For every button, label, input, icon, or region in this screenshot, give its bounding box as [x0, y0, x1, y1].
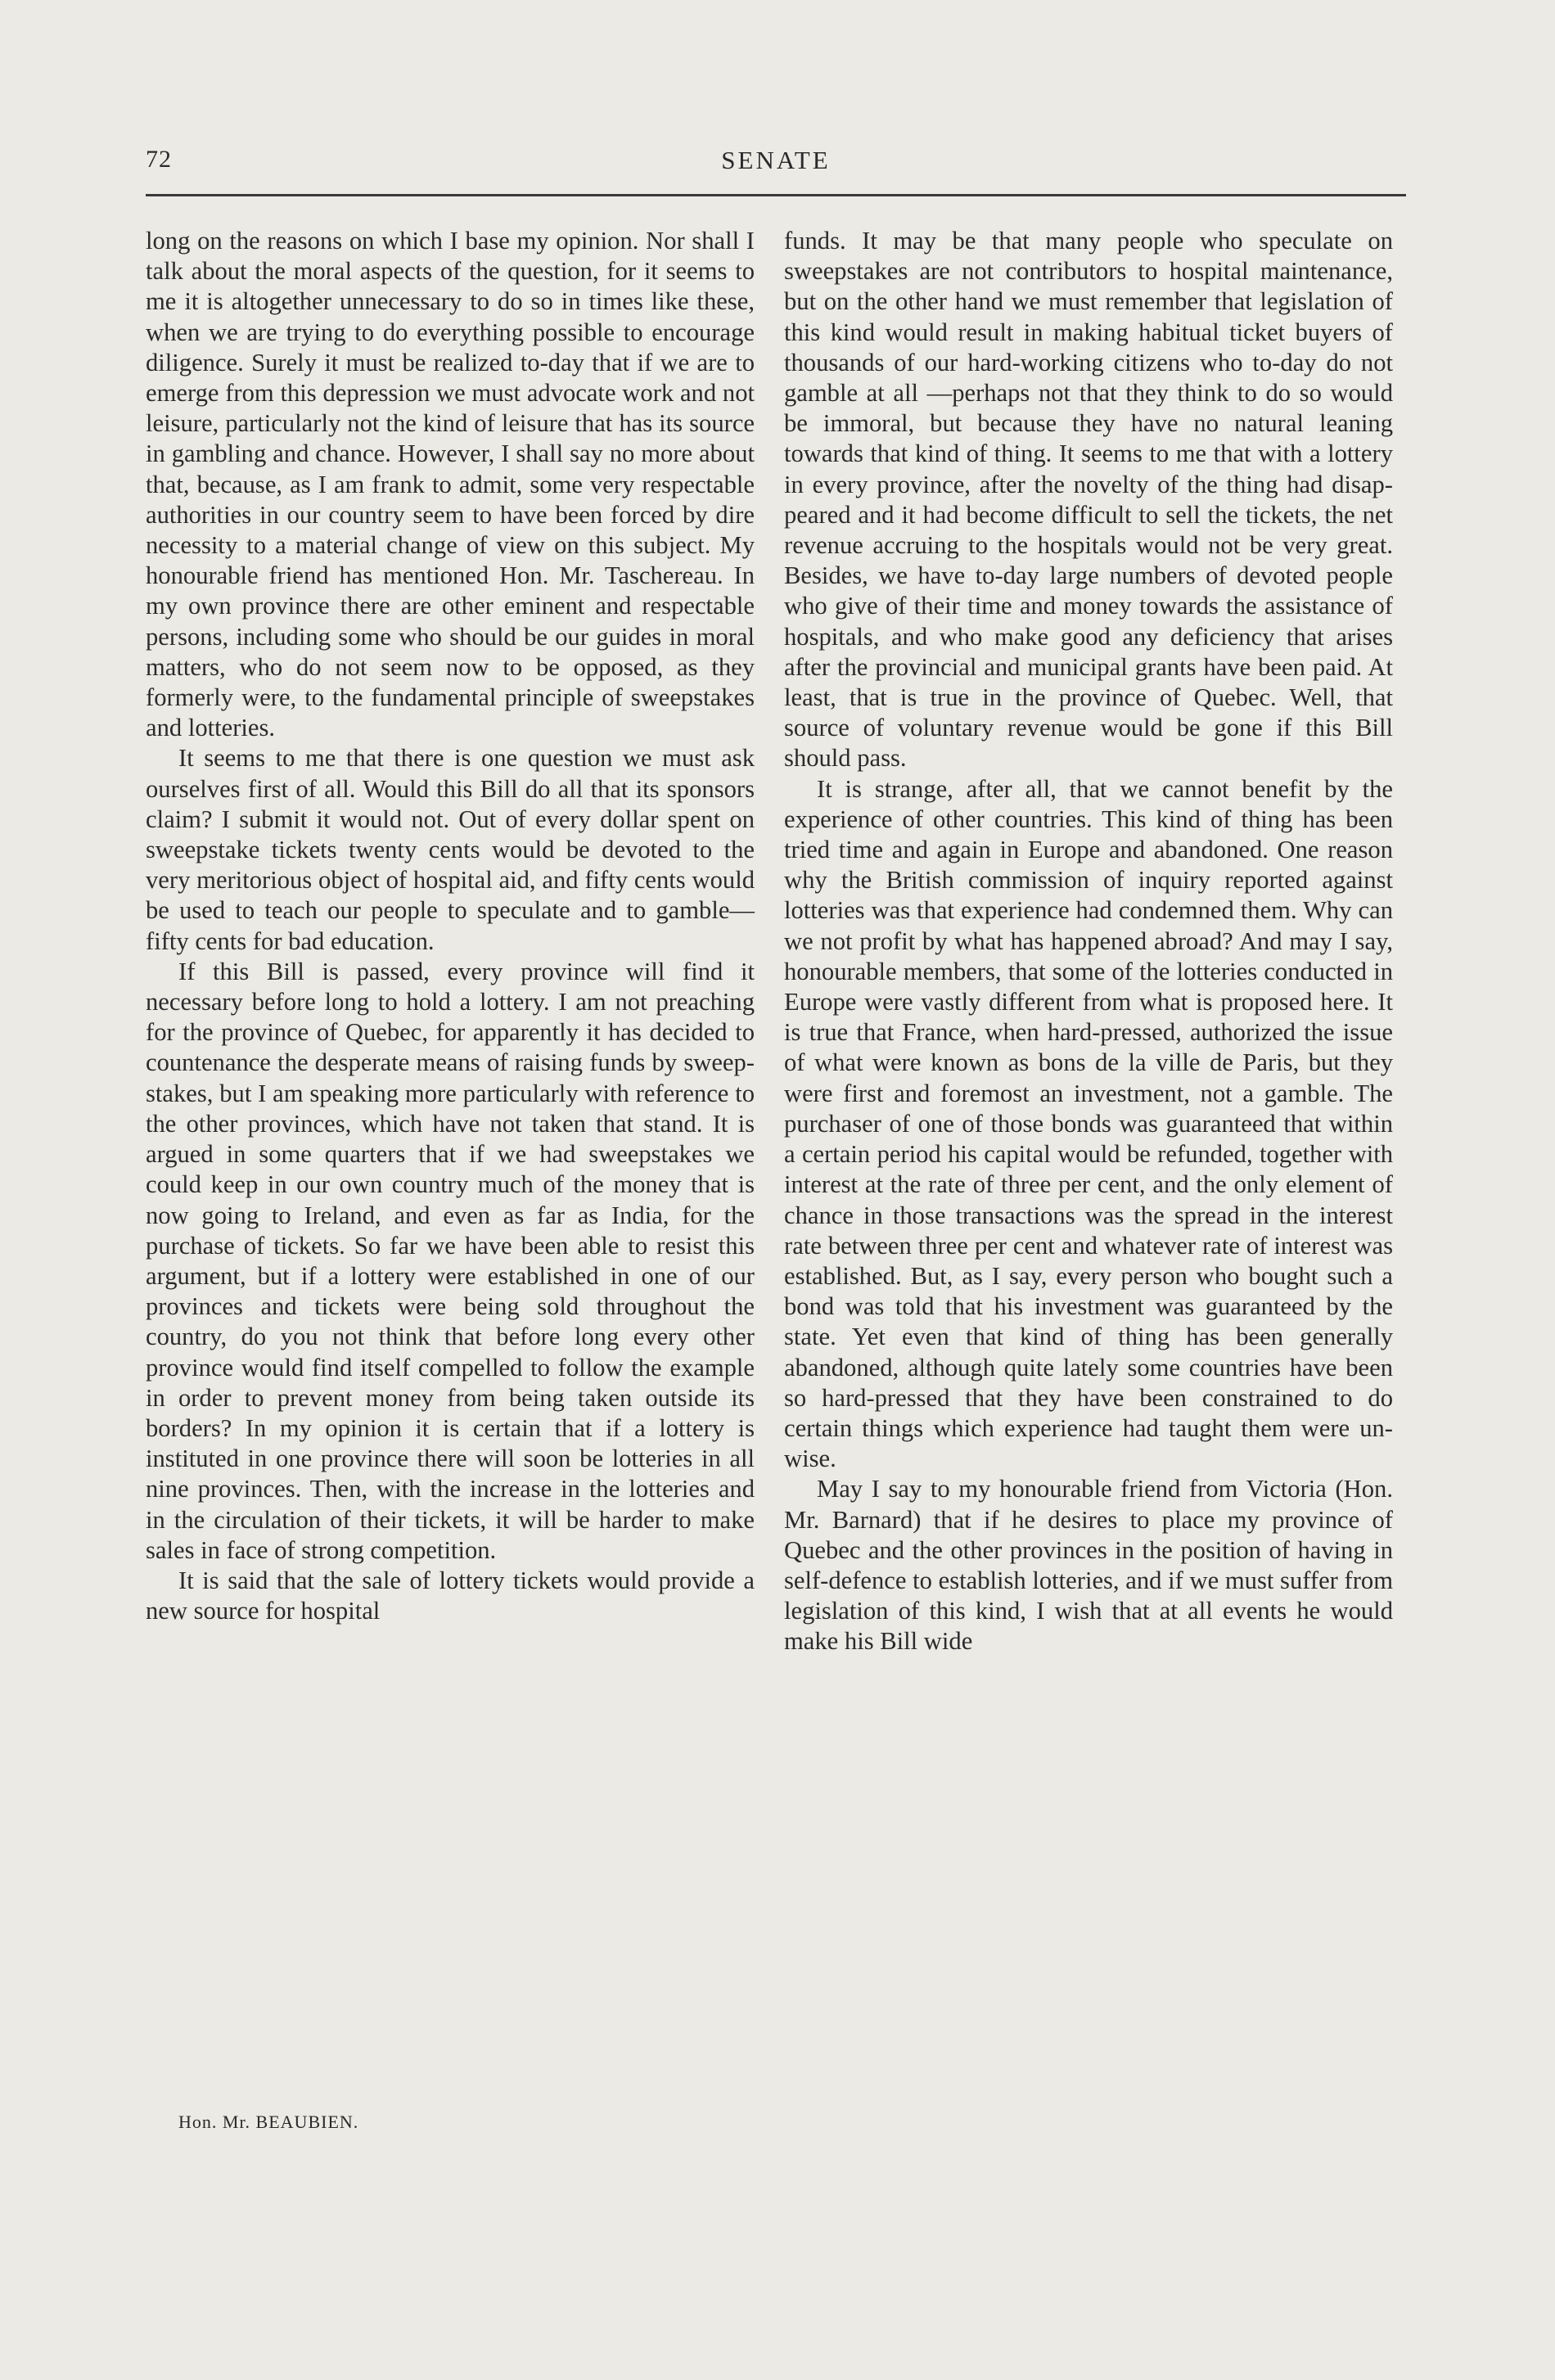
paragraph: funds. It may be that many people who speculate on sweepstakes are not contributors to hospital maintenance, but on the other hand we must remember that legislation of this kind would result in making habitual ticket buyers of thousands of our hard-working citizens who to-day do not gamble at all —perhaps not that they think to do so would be immoral, but because they have no natural leaning towards that kind of thing. It seems to me that with a lottery in every province, after the novelty of the thing had disappeared and it had become difficult to sell the tickets, the net revenue accruing to the hospitals would not be very great. Besides, we have to-day large numbers of devoted people who give of their time and money towards the assistance of hospitals, and who make good any deficiency that arises after the provincial and municipal grants have been paid. At least, that is true in the province of Quebec. Well, that source of voluntary revenue would be gone if this Bill should pass.	[784, 227, 1393, 773]
page-number: 72	[146, 146, 172, 173]
running-head: SENATE	[721, 146, 831, 174]
paragraph: long on the reasons on which I base my opinion. Nor shall I talk about the moral aspects of the question, for it seems to me it is altogether unnecessary to do so in times like these, when we are trying to do everything possible to encourage diligence. Surely it must be realized to-day that if we are to emerge from this depression we must advocate work and not leisure, particularly not the kind of leisure that has its source in gambling and chance. However, I shall say no more about that, because, as I am frank to admit, some very respectable authorities in our country seem to have been forced by dire necessity to a material change of view on this subject. My honourable friend has mentioned Hon. Mr. Taschereau. In my own province there are other eminent and respectable persons, including some who should be our guides in moral matters, who do not seem now to be opposed, as they formerly were, to the fundamental principle of sweepstakes and lotteries.	[146, 227, 755, 742]
header-rule	[146, 194, 1406, 196]
speaker-footer: Hon. Mr. BEAUBIEN.	[178, 2112, 359, 2132]
paragraph: It seems to me that there is one question we must ask ourselves first of all. Would this Bill do all that its sponsors claim? I submit it would not. Out of every dollar spent on sweepstake tickets twenty cents would be devoted to the very meritorious object of hospital aid, and fifty cents would be used to teach our people to speculate and to gamble—fifty cents for bad education.	[146, 744, 755, 955]
paragraph: It is strange, after all, that we cannot benefit by the experience of other countries. This kind of thing has been tried time and again in Europe and abandoned. One reason why the British commission of inquiry reported against lotteries was that experience had condemned them. Why can we not profit by what has happened abroad? And may I say, honourable members, that some of the lotteries conducted in Europe were vastly different from what is proposed here. It is true that France, when hard-pressed, authorized the issue of what were known as bons de la ville de Paris, but they were first and foremost an investment, not a gamble. The purchaser of one of those bonds was guaranteed that within a certain period his capital would be refunded, together with interest at the rate of three per cent, and the only element of chance in those transactions was the spread in the interest rate between three per cent and whatever rate of interest was established. But, as I say, every person who bought such a bond was told that his investment was guaranteed by the state. Yet even that kind of thing has been generally abandoned, although quite lately some countries have been so hard-pressed that they have been constrained to do certain things which experience had taught them were unwise.	[784, 774, 1393, 1473]
paragraph: If this Bill is passed, every province will find it necessary before long to hold a lottery. I am not preaching for the province of Quebec, for apparently it has decided to countenance the desperate means of raising funds by sweepstakes, but I am speaking more particularly with reference to the other provinces, which have not taken that stand. It is argued in some quarters that if we had sweepstakes we could keep in our own country much of the money that is now going to Ireland, and even as far as India, for the purchase of tickets. So far we have been able to resist this argument, but if a lottery were established in one of our provinces and tickets were being sold throughout the country, do you not think that before long every other province would find itself compelled to follow the example in order to prevent money from being taken outside its borders? In my opinion it is certain that if a lottery is instituted in one province there will soon be lotteries in all nine provinces. Then, with the increase in the lotteries and in the circulation of their tickets, it will be harder to make sales in face of strong competition.	[146, 957, 755, 1564]
paragraph: May I say to my honourable friend from Victoria (Hon. Mr. Barnard) that if he desires to place my province of Quebec and the other provinces in the position of having in self-defence to establish lotteries, and if we must suffer from legislation of this kind, I wish that at all events he would make his Bill wide	[784, 1475, 1393, 1656]
paragraph: It is said that the sale of lottery tickets would provide a new source for hospital	[146, 1566, 755, 1625]
page-header	[146, 146, 1406, 178]
right-column	[784, 226, 1393, 1657]
left-column	[146, 226, 755, 1626]
